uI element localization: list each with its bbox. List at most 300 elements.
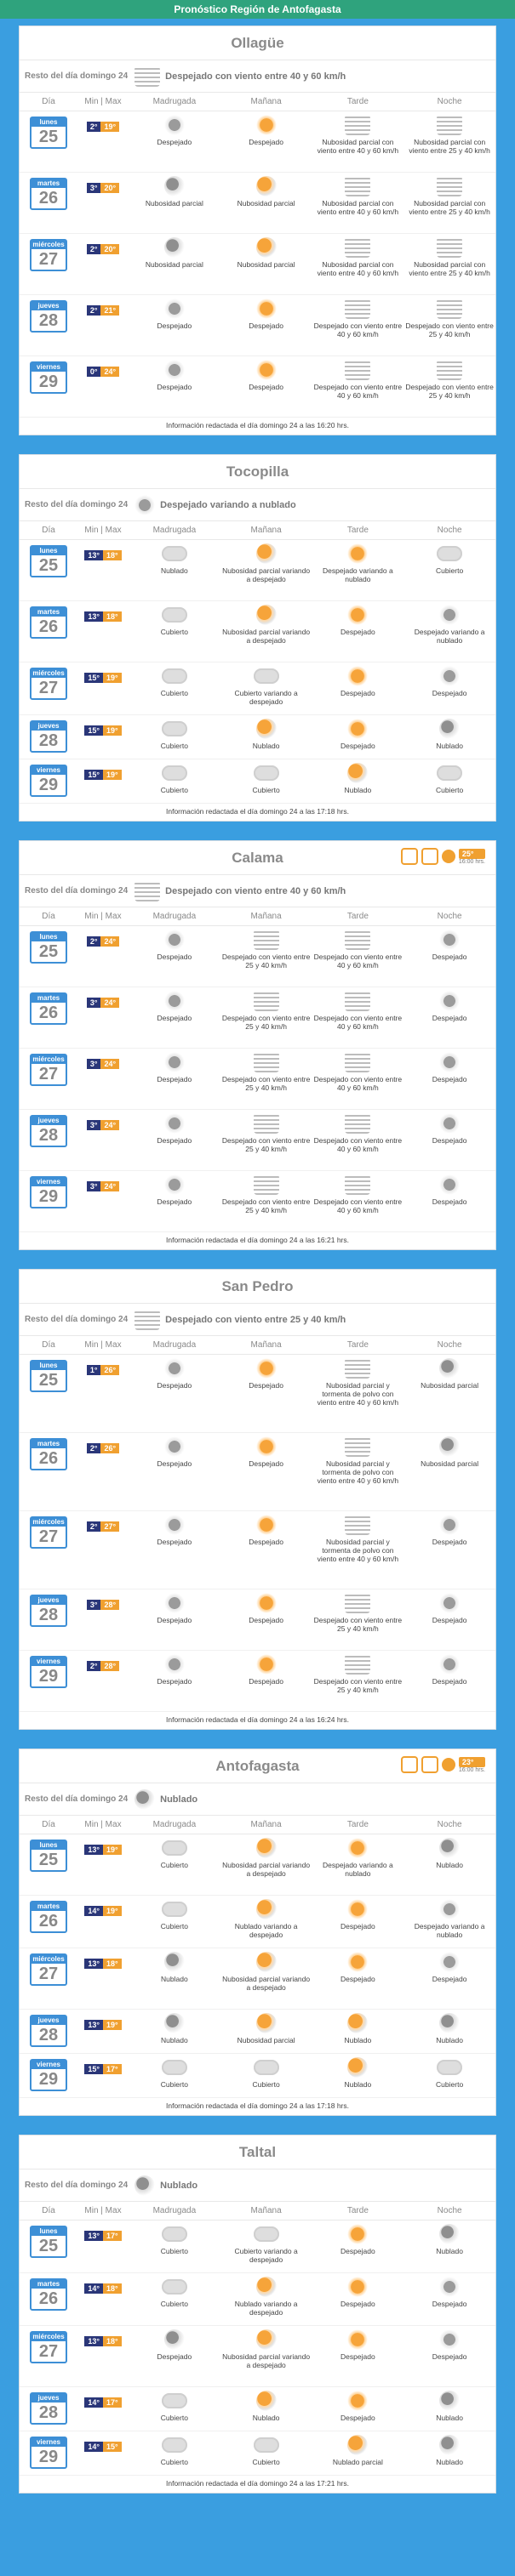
day-number: 26 bbox=[38, 1004, 59, 1022]
temp-min: 3° bbox=[87, 1181, 101, 1191]
period-cell bbox=[403, 1113, 495, 1145]
period-cell bbox=[129, 543, 220, 575]
temp-max: 24° bbox=[100, 998, 119, 1008]
moonc-icon bbox=[134, 1789, 155, 1810]
table-row bbox=[20, 2273, 495, 2326]
period-cell bbox=[403, 1654, 495, 1686]
period-description: Nubosidad parcial bbox=[237, 260, 295, 269]
current-temp: 25° bbox=[459, 849, 485, 859]
period-description: Nubosidad parcial variando a despejado bbox=[222, 1975, 311, 1992]
period-cell bbox=[312, 763, 404, 794]
calendar-icon bbox=[30, 1516, 67, 1549]
min-max bbox=[77, 930, 129, 947]
period-description: Nublado bbox=[344, 2080, 372, 2089]
period-description: Despejado bbox=[157, 1197, 192, 1206]
period-description: Nublado parcial bbox=[332, 2458, 383, 2466]
temp-min: 15° bbox=[84, 2064, 103, 2074]
period-description: Nubosidad parcial con viento entre 25 y 40 km/h bbox=[409, 138, 490, 155]
wind-icon bbox=[345, 1174, 370, 1195]
day-name: miércoles bbox=[32, 1518, 65, 1526]
min-max bbox=[77, 1899, 129, 1916]
day-number: 26 bbox=[38, 189, 59, 208]
moon-icon bbox=[164, 360, 185, 380]
temp-max: 19° bbox=[103, 673, 122, 683]
period-cell bbox=[403, 666, 495, 697]
period-description: Nublado bbox=[436, 2458, 463, 2466]
col-minmax: Min | Max bbox=[84, 1340, 122, 1350]
period-description: Despejado con viento entre 40 y 60 km/h bbox=[313, 952, 403, 970]
temp-min: 2° bbox=[87, 936, 101, 947]
period-description: Despejado con viento entre 25 y 40 km/h bbox=[221, 1197, 311, 1214]
temp-max: 19° bbox=[103, 2020, 122, 2030]
calendar-icon bbox=[30, 1054, 67, 1086]
col-madrugada: Madrugada bbox=[152, 526, 197, 535]
sun-icon bbox=[347, 2391, 368, 2411]
period-cell bbox=[220, 2277, 312, 2317]
calendar-icon bbox=[30, 720, 67, 753]
period-cell bbox=[220, 1515, 312, 1546]
calendar-icon bbox=[30, 668, 67, 700]
period-cell bbox=[220, 1838, 312, 1878]
period-cell bbox=[403, 930, 495, 961]
clock-icon bbox=[421, 848, 438, 865]
temp-min: 3° bbox=[87, 998, 101, 1008]
period-description: Despejado bbox=[157, 321, 192, 330]
period-cell bbox=[129, 1174, 220, 1206]
period-description: Cubierto bbox=[252, 2080, 280, 2089]
period-description: Despejado bbox=[249, 1538, 283, 1546]
wind-icon bbox=[254, 1113, 279, 1134]
period-description: Nubosidad parcial bbox=[421, 1381, 479, 1390]
day-name: miércoles bbox=[32, 2333, 65, 2340]
day-name: miércoles bbox=[32, 669, 65, 677]
period-description: Despejado bbox=[249, 383, 283, 391]
cloud-icon bbox=[254, 765, 279, 781]
period-cell bbox=[312, 1515, 404, 1563]
temp-min: 3° bbox=[87, 1120, 101, 1130]
cloud-icon bbox=[162, 668, 187, 684]
min-max bbox=[77, 1515, 129, 1532]
cloud-icon bbox=[162, 2279, 187, 2295]
period-cell bbox=[220, 1593, 312, 1624]
moonc-icon bbox=[439, 2435, 460, 2455]
period-description: Nublado bbox=[436, 742, 463, 750]
period-description: Despejado bbox=[432, 2352, 467, 2361]
period-description: Cubierto bbox=[160, 1861, 188, 1869]
period-cell bbox=[403, 1899, 495, 1939]
period-cell bbox=[129, 1515, 220, 1546]
period-description: Nubosidad parcial variando a despejado bbox=[222, 566, 311, 583]
period-description: Despejado con viento entre 40 y 60 km/h bbox=[313, 1197, 403, 1214]
col-day: Día bbox=[42, 1820, 55, 1829]
min-max bbox=[77, 991, 129, 1008]
rest-description: Nublado bbox=[160, 2180, 198, 2191]
moonc-icon bbox=[439, 2391, 460, 2411]
period-cell bbox=[403, 2224, 495, 2255]
day-name: lunes bbox=[31, 1841, 66, 1850]
col-minmax: Min | Max bbox=[84, 526, 122, 535]
moon-icon bbox=[164, 1358, 185, 1379]
period-cell bbox=[312, 605, 404, 636]
col-manana: Mañana bbox=[250, 1820, 282, 1829]
period-description: Nublado bbox=[344, 786, 372, 794]
col-tarde: Tarde bbox=[346, 2206, 369, 2215]
temp-min: 15° bbox=[84, 673, 103, 683]
temp-min: 2° bbox=[87, 1521, 101, 1532]
table-row bbox=[20, 1355, 495, 1433]
wind-icon bbox=[134, 66, 160, 87]
col-day: Día bbox=[42, 1340, 55, 1350]
current-time: 16:00 hrs. bbox=[458, 858, 485, 865]
table-row bbox=[20, 1433, 495, 1511]
col-noche: Noche bbox=[437, 526, 462, 535]
period-description: Despejado bbox=[157, 1381, 192, 1390]
temp-min: 0° bbox=[87, 367, 101, 377]
forecast-list bbox=[0, 19, 515, 2494]
period-description: Despejado bbox=[157, 1538, 192, 1546]
day-name: viernes bbox=[31, 1178, 66, 1186]
moonc-icon bbox=[439, 1358, 460, 1379]
day-name: lunes bbox=[31, 2227, 66, 2236]
day-name: viernes bbox=[31, 2438, 66, 2447]
wind-icon bbox=[437, 360, 462, 380]
footnote: Información redactada el día domingo 24 a las 16:21 hrs. bbox=[166, 1236, 349, 1244]
period-cell bbox=[129, 1113, 220, 1145]
period-description: Despejado bbox=[157, 138, 192, 146]
location-title: Tocopilla bbox=[20, 455, 495, 489]
temp-min: 3° bbox=[87, 183, 101, 193]
wind-icon bbox=[437, 176, 462, 196]
period-cell bbox=[403, 299, 495, 338]
period-description: Despejado variando a nublado bbox=[323, 1861, 393, 1878]
wind-icon bbox=[254, 1174, 279, 1195]
period-cell bbox=[220, 1436, 312, 1468]
temp-min: 3° bbox=[87, 1059, 101, 1069]
period-description: Nubosidad parcial variando a despejado bbox=[222, 1861, 311, 1878]
calendar-icon bbox=[30, 1595, 67, 1627]
min-max bbox=[77, 2013, 129, 2030]
day-number: 28 bbox=[38, 2026, 59, 2044]
moon-icon bbox=[164, 1515, 185, 1535]
period-cell bbox=[403, 991, 495, 1022]
calendar-icon bbox=[30, 931, 67, 964]
day-number: 29 bbox=[38, 776, 59, 794]
day-number: 25 bbox=[38, 556, 59, 575]
calendar-icon bbox=[30, 1115, 67, 1147]
table-row bbox=[20, 715, 495, 759]
day-number: 28 bbox=[38, 311, 59, 330]
day-number: 28 bbox=[38, 1126, 59, 1145]
moon-icon bbox=[439, 605, 460, 625]
moon-icon bbox=[439, 930, 460, 950]
rest-label: Resto del día domingo 24 bbox=[25, 2181, 129, 2190]
moon-icon bbox=[164, 115, 185, 135]
day-number: 27 bbox=[38, 2342, 59, 2361]
day-name: lunes bbox=[31, 118, 66, 127]
temp-max: 17° bbox=[103, 2397, 122, 2408]
period-cell bbox=[312, 1052, 404, 1092]
temp-min: 14° bbox=[84, 2283, 103, 2294]
period-description: Despejado bbox=[432, 1975, 467, 1983]
moon-icon bbox=[439, 1174, 460, 1195]
calendar-icon bbox=[30, 1176, 67, 1208]
rest-description: Despejado con viento entre 40 y 60 km/h bbox=[165, 885, 346, 896]
day-name: jueves bbox=[31, 2016, 66, 2025]
col-manana: Mañana bbox=[250, 97, 282, 106]
period-description: Cubierto bbox=[160, 2300, 188, 2308]
period-description: Despejado bbox=[340, 2414, 375, 2422]
period-description: Despejado bbox=[340, 2247, 375, 2255]
temp-min: 14° bbox=[84, 1906, 103, 1916]
calendar-icon bbox=[30, 606, 67, 639]
day-name: miércoles bbox=[32, 1055, 65, 1063]
day-number: 27 bbox=[38, 679, 59, 697]
rest-description: Nublado bbox=[160, 1794, 198, 1805]
period-cell bbox=[129, 1593, 220, 1624]
cloud-icon bbox=[162, 2226, 187, 2242]
min-max bbox=[77, 1838, 129, 1855]
footnote: Información redactada el día domingo 24 a las 17:18 hrs. bbox=[166, 807, 349, 816]
current-time: 16:00 hrs. bbox=[458, 1766, 485, 1773]
table-row bbox=[20, 356, 495, 418]
rest-label: Resto del día domingo 24 bbox=[25, 886, 129, 896]
table-row bbox=[20, 2431, 495, 2476]
col-day: Día bbox=[42, 912, 55, 921]
table-row bbox=[20, 662, 495, 715]
calendar-icon bbox=[30, 545, 67, 577]
day-number: 25 bbox=[38, 2237, 59, 2255]
period-description: Despejado bbox=[249, 321, 283, 330]
sunc-icon bbox=[256, 719, 277, 739]
wind-icon bbox=[437, 299, 462, 319]
forecast-card bbox=[19, 840, 496, 1250]
period-description: Despejado con viento entre 40 y 60 km/h bbox=[313, 1014, 403, 1031]
day-name: jueves bbox=[31, 1596, 66, 1605]
wind-icon bbox=[254, 930, 279, 950]
period-cell bbox=[129, 237, 220, 269]
day-number: 28 bbox=[38, 2403, 59, 2422]
wind-icon bbox=[134, 881, 160, 901]
period-description: Nubosidad parcial con viento entre 25 y 40 km/h bbox=[409, 199, 490, 216]
moonc-icon bbox=[164, 176, 185, 196]
period-cell bbox=[220, 2013, 312, 2044]
day-name: lunes bbox=[31, 1362, 66, 1370]
temp-min: 2° bbox=[87, 122, 101, 132]
period-description: Despejado bbox=[432, 689, 467, 697]
period-description: Cubierto bbox=[160, 2247, 188, 2255]
period-description: Despejado variando a nublado bbox=[414, 628, 485, 645]
rest-description: Despejado variando a nublado bbox=[160, 499, 296, 510]
moon-icon bbox=[439, 666, 460, 686]
cloud-icon bbox=[254, 2437, 279, 2453]
moon-icon bbox=[439, 991, 460, 1011]
period-description: Nubosidad parcial variando a despejado bbox=[222, 628, 311, 645]
period-description: Nublado bbox=[161, 566, 188, 575]
rest-of-day bbox=[20, 60, 495, 93]
period-cell bbox=[312, 2329, 404, 2361]
period-cell bbox=[129, 1436, 220, 1468]
period-cell bbox=[129, 930, 220, 961]
col-tarde: Tarde bbox=[346, 1340, 369, 1350]
period-description: Despejado con viento entre 40 y 60 km/h bbox=[313, 1075, 403, 1092]
col-madrugada: Madrugada bbox=[152, 2206, 197, 2215]
col-madrugada: Madrugada bbox=[152, 97, 197, 106]
period-description: Nubosidad parcial bbox=[421, 1459, 479, 1468]
period-description: Despejado bbox=[249, 1677, 283, 1686]
temp-min: 3° bbox=[87, 1600, 101, 1610]
rest-of-day bbox=[20, 1304, 495, 1336]
period-description: Despejado bbox=[157, 383, 192, 391]
temp-max: 18° bbox=[103, 550, 122, 560]
period-description: Despejado bbox=[340, 2352, 375, 2361]
period-description: Despejado con viento entre 25 y 40 km/h bbox=[313, 1616, 403, 1633]
table-row bbox=[20, 759, 495, 804]
moon-icon bbox=[164, 930, 185, 950]
table-row bbox=[20, 1589, 495, 1651]
forecast-card bbox=[19, 1269, 496, 1730]
period-cell bbox=[220, 299, 312, 330]
min-max bbox=[77, 2057, 129, 2074]
period-cell bbox=[220, 930, 312, 970]
moon-icon bbox=[439, 2329, 460, 2350]
sunc-icon bbox=[256, 1899, 277, 1919]
forecast-card bbox=[19, 1749, 496, 2116]
period-description: Cubierto bbox=[252, 2458, 280, 2466]
col-noche: Noche bbox=[437, 1340, 462, 1350]
table-row bbox=[20, 926, 495, 987]
col-madrugada: Madrugada bbox=[152, 1820, 197, 1829]
day-number: 26 bbox=[38, 1912, 59, 1931]
calendar-icon bbox=[30, 1656, 67, 1688]
period-description: Cubierto bbox=[160, 2458, 188, 2466]
wind-icon bbox=[345, 115, 370, 135]
temp-min: 13° bbox=[84, 2336, 103, 2346]
temp-max: 24° bbox=[100, 936, 119, 947]
table-row bbox=[20, 173, 495, 234]
period-cell bbox=[403, 763, 495, 794]
period-cell bbox=[220, 1899, 312, 1939]
temp-max: 18° bbox=[103, 2336, 122, 2346]
sun-icon bbox=[347, 543, 368, 564]
temp-min: 15° bbox=[84, 725, 103, 736]
period-description: Nubosidad parcial bbox=[145, 260, 203, 269]
period-description: Nublado bbox=[436, 1861, 463, 1869]
footnote: Información redactada el día domingo 24 a las 16:24 hrs. bbox=[166, 1715, 349, 1724]
period-description: Nubosidad parcial con viento entre 40 y 60 km/h bbox=[317, 260, 399, 277]
period-description: Despejado bbox=[157, 1075, 192, 1083]
period-cell bbox=[129, 763, 220, 794]
col-day: Día bbox=[42, 526, 55, 535]
period-cell bbox=[312, 930, 404, 970]
day-number: 25 bbox=[38, 128, 59, 146]
period-cell bbox=[220, 1113, 312, 1153]
period-description: Despejado bbox=[157, 952, 192, 961]
sunc-icon bbox=[256, 543, 277, 564]
period-description: Nubosidad parcial bbox=[237, 199, 295, 208]
temp-min: 13° bbox=[84, 2231, 103, 2241]
period-description: Nubosidad parcial bbox=[145, 199, 203, 208]
moon-icon bbox=[164, 1052, 185, 1072]
location-title: Antofagasta bbox=[20, 1749, 495, 1783]
period-description: Despejado bbox=[432, 1616, 467, 1624]
period-description: Despejado bbox=[249, 1616, 283, 1624]
period-description: Nubosidad parcial con viento entre 40 y 60 km/h bbox=[317, 199, 399, 216]
wind-icon bbox=[345, 1515, 370, 1535]
moon-icon bbox=[439, 1593, 460, 1613]
table-row bbox=[20, 2326, 495, 2387]
current-temp: 23° bbox=[459, 1757, 485, 1767]
period-cell bbox=[312, 1174, 404, 1214]
period-cell bbox=[220, 605, 312, 645]
wind-icon bbox=[345, 1358, 370, 1379]
table-header bbox=[20, 2202, 495, 2221]
day-number: 28 bbox=[38, 1606, 59, 1624]
day-name: miércoles bbox=[32, 241, 65, 248]
temp-max: 18° bbox=[103, 2283, 122, 2294]
cloud-icon bbox=[162, 721, 187, 736]
table-row bbox=[20, 1651, 495, 1712]
wind-icon bbox=[345, 1593, 370, 1613]
temp-min: 13° bbox=[84, 550, 103, 560]
period-description: Nubosidad parcial variando a despejado bbox=[222, 2352, 311, 2369]
sunc-icon bbox=[347, 2013, 368, 2033]
day-name: jueves bbox=[31, 1117, 66, 1125]
temp-min: 2° bbox=[87, 1443, 101, 1453]
cloud-icon bbox=[254, 2226, 279, 2242]
period-description: Cubierto bbox=[160, 2080, 188, 2089]
day-name: martes bbox=[31, 179, 66, 188]
wind-icon bbox=[254, 1052, 279, 1072]
period-cell bbox=[403, 605, 495, 645]
period-description: Despejado variando a nublado bbox=[323, 566, 393, 583]
temp-max: 28° bbox=[100, 1600, 119, 1610]
wind-icon bbox=[254, 991, 279, 1011]
day-name: jueves bbox=[31, 302, 66, 310]
moon-icon bbox=[164, 299, 185, 319]
period-cell bbox=[312, 2435, 404, 2466]
period-cell bbox=[129, 2057, 220, 2089]
temp-max: 15° bbox=[103, 2442, 122, 2452]
sun-icon bbox=[256, 299, 277, 319]
calendar-icon bbox=[30, 1953, 67, 1986]
cloud-icon bbox=[162, 2393, 187, 2408]
min-max bbox=[77, 1174, 129, 1191]
sunc-icon bbox=[256, 176, 277, 196]
location-title: Taltal bbox=[20, 2135, 495, 2169]
min-max bbox=[77, 2391, 129, 2408]
period-description: Nublado bbox=[436, 2036, 463, 2044]
period-cell bbox=[403, 2329, 495, 2361]
day-number: 27 bbox=[38, 1527, 59, 1546]
period-cell bbox=[129, 1052, 220, 1083]
wind-icon bbox=[345, 991, 370, 1011]
col-day: Día bbox=[42, 97, 55, 106]
moonc-icon bbox=[164, 2013, 185, 2033]
period-cell bbox=[312, 299, 404, 338]
temp-min: 13° bbox=[84, 611, 103, 622]
period-description: Cubierto bbox=[160, 1922, 188, 1931]
calendar-icon bbox=[30, 2015, 67, 2047]
moonc-icon bbox=[439, 2013, 460, 2033]
min-max bbox=[77, 1593, 129, 1610]
moon-icon bbox=[164, 1174, 185, 1195]
calendar-icon bbox=[30, 1840, 67, 1872]
temp-min: 1° bbox=[87, 1365, 101, 1375]
period-description: Nubosidad parcial y tormenta de polvo con viento entre 40 y 60 km/h bbox=[317, 1381, 399, 1407]
min-max bbox=[77, 176, 129, 193]
col-noche: Noche bbox=[437, 912, 462, 921]
day-number: 27 bbox=[38, 1065, 59, 1083]
